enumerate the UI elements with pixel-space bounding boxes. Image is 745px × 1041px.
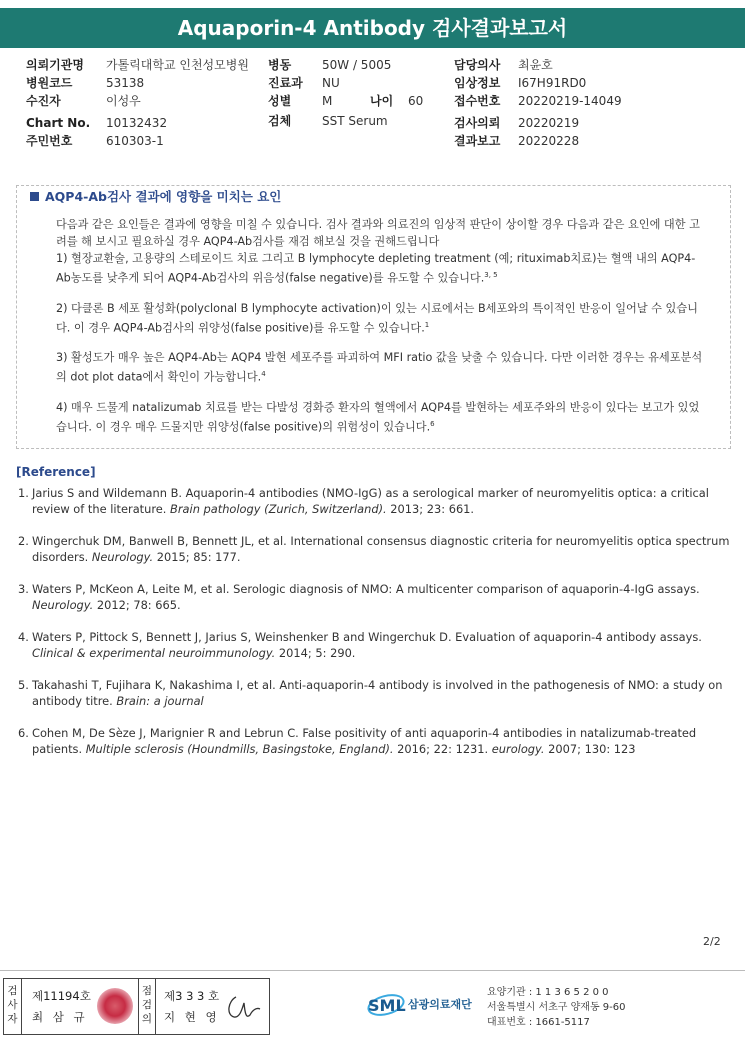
seal-stamp-icon: [97, 988, 133, 1024]
org-name: 삼광의료재단: [408, 998, 472, 1011]
signature-icon: [224, 989, 264, 1025]
factors-title: [30, 187, 281, 205]
footer-divider: [0, 970, 745, 971]
info-value: 20220228: [518, 134, 580, 148]
report-title: Aquaporin-4 Antibody 검사결과보고서: [0, 8, 745, 48]
contact-info: [487, 985, 626, 1030]
reference-item: 5. Takahashi T, Fujihara K, Nakashima I, et al. Anti-aquaporin-4 antibody is involved in the pathogenesis of NMO: a study on antibody titre. Brain: a journal: [18, 678, 723, 708]
reference-heading: [Reference]: [16, 465, 96, 479]
info-label: 접수번호: [454, 94, 501, 108]
factor-item: 4) 매우 드물게 natalizumab 치료를 받는 다발성 경화증 환자의 혈액에서 AQP4를 발현하는 세포주와의 반응이 있다는 보고가 있었습니다. 이 경우 매우 드물지만 위양성(false positive)의 위험성이 있습니다.$^6$: [56, 401, 700, 434]
contact-line: 대표번호 : 1661-5117: [487, 1017, 590, 1028]
factor-item: 3) 활성도가 매우 높은 AQP4-Ab는 AQP4 발현 세포주를 파괴하여 MFI ratio 값을 낮출 수 있습니다. 다만 이러한 경우는 유세포분석의 dot plot data에서 확인이 가능합니다.$^4$: [56, 351, 703, 385]
info-value: 50W / 5005: [322, 58, 392, 72]
info-label: 검사의뢰: [454, 116, 501, 130]
info-value: 10132432: [106, 116, 168, 130]
reviewer-name: 지 현 영: [164, 1010, 220, 1024]
info-label: 성별: [268, 94, 292, 108]
page-number: 2/2: [703, 935, 721, 948]
info-label: 수진자: [26, 94, 61, 108]
square-bullet-icon: [30, 192, 39, 201]
inspector-number: 제11194호: [32, 989, 91, 1003]
inspector-label: 검사자: [4, 979, 22, 1034]
contact-line: 서울특별시 서초구 양재동 9-60: [487, 1002, 626, 1013]
contact-line: 요양기관 : 1 1 3 6 5 2 0 0: [487, 987, 609, 998]
info-value: M: [322, 94, 333, 108]
info-label: 결과보고: [454, 134, 501, 148]
info-value: NU: [322, 76, 340, 90]
svg-text:SML: SML: [368, 996, 406, 1015]
info-label: 검체: [268, 114, 292, 128]
info-label: 임상정보: [454, 76, 501, 90]
info-label: 병동: [268, 58, 292, 72]
reference-item: 6. Cohen M, De Sèze J, Marignier R and Lebrun C. False positivity of anti aquaporin-4 antibodies in natalizumab-treated patients. Multiple sclerosis (Houndmills, Basingstoke, England). 2016; 22: 1231. eurology. 2007; 130: 123: [18, 726, 697, 756]
reference-item: 2. Wingerchuk DM, Banwell B, Bennett JL, et al. International consensus diagnostic criteria for neuromyelitis optica spectrum disorders. Neurology. 2015; 85: 177.: [18, 534, 730, 564]
info-label: 의뢰기관명: [26, 58, 84, 72]
info-label: 나이: [370, 94, 394, 108]
reference-list: [18, 485, 743, 773]
inspector-name: 최 삼 규: [32, 1010, 88, 1024]
info-value: 최윤호: [518, 58, 553, 72]
signature-box: [3, 978, 270, 1035]
reviewer-number: 제3 3 3 호: [164, 989, 220, 1003]
factors-title-text: AQP4-Ab검사 결과에 영향을 미치는 요인: [45, 189, 282, 204]
info-value: I67H91RD0: [518, 76, 587, 90]
info-value: 610303-1: [106, 134, 164, 148]
info-label: 병원코드: [26, 76, 73, 90]
info-label: 진료과: [268, 76, 303, 90]
info-value: 20220219: [518, 116, 580, 130]
info-value: 60: [408, 94, 424, 108]
reference-item: 4. Waters P, Pittock S, Bennett J, Jarius S, Weinshenker B and Wingerchuk D. Evaluation of aquaporin-4 antibody assays. Clinical & experimental neuroimmunology. 2014; 5: 290.: [18, 630, 702, 660]
info-value: 이성우: [106, 94, 141, 108]
info-value: 가톨릭대학교 인천성모병원: [106, 58, 249, 72]
info-label: 주민번호: [26, 134, 73, 148]
info-value: 53138: [106, 76, 145, 90]
factors-text: [56, 216, 706, 449]
info-value: SST Serum: [322, 114, 388, 128]
reviewer-label: 점검의: [138, 979, 156, 1034]
factor-item: 2) 다클론 B 세포 활성화(polyclonal B lymphocyte activation)이 있는 시료에서는 B세포와의 특이적인 반응이 일어날 수 있습니다. 이 경우 AQP4-Ab검사의 위양성(false positive)를 유도할 수 있습니다.$^1$: [56, 301, 698, 335]
info-label: 담당의사: [454, 58, 501, 72]
info-value: 20220219-14049: [518, 94, 622, 108]
factor-item: 1) 혈장교환술, 고용량의 스테로이드 치료 그리고 B lymphocyte depleting treatment (예; rituximab치료)는 혈액 내의 AQP4-Ab농도를 낮추게 되어 AQP4-Ab검사의 위음성(false negative)를 유도할 수 있습니다.$^{3, 5}$: [56, 252, 696, 285]
info-label: Chart No.: [26, 116, 91, 130]
reference-item: 3. Waters P, McKeon A, Leite M, et al. Serologic diagnosis of NMO: A multicenter comparison of aquaporin-4-IgG assays. Neurology. 2012; 78: 665.: [18, 582, 700, 612]
factors-intro: 다음과 같은 요인들은 결과에 영향을 미칠 수 있습니다. 검사 결과와 의료진의 임상적 판단이 상이할 경우 다음과 같은 요인에 대한 고려를 해 보시고 필요하실 경우 AQP4-Ab검사를 재검 해보실 것을 권해드립니다: [56, 218, 700, 248]
reference-item: 1. Jarius S and Wildemann B. Aquaporin-4 antibodies (NMO-IgG) as a serological marker of neuromyelitis optica: a critical review of the literature. Brain pathology (Zurich, Switzerland). 2013; 23: 661.: [18, 486, 709, 516]
